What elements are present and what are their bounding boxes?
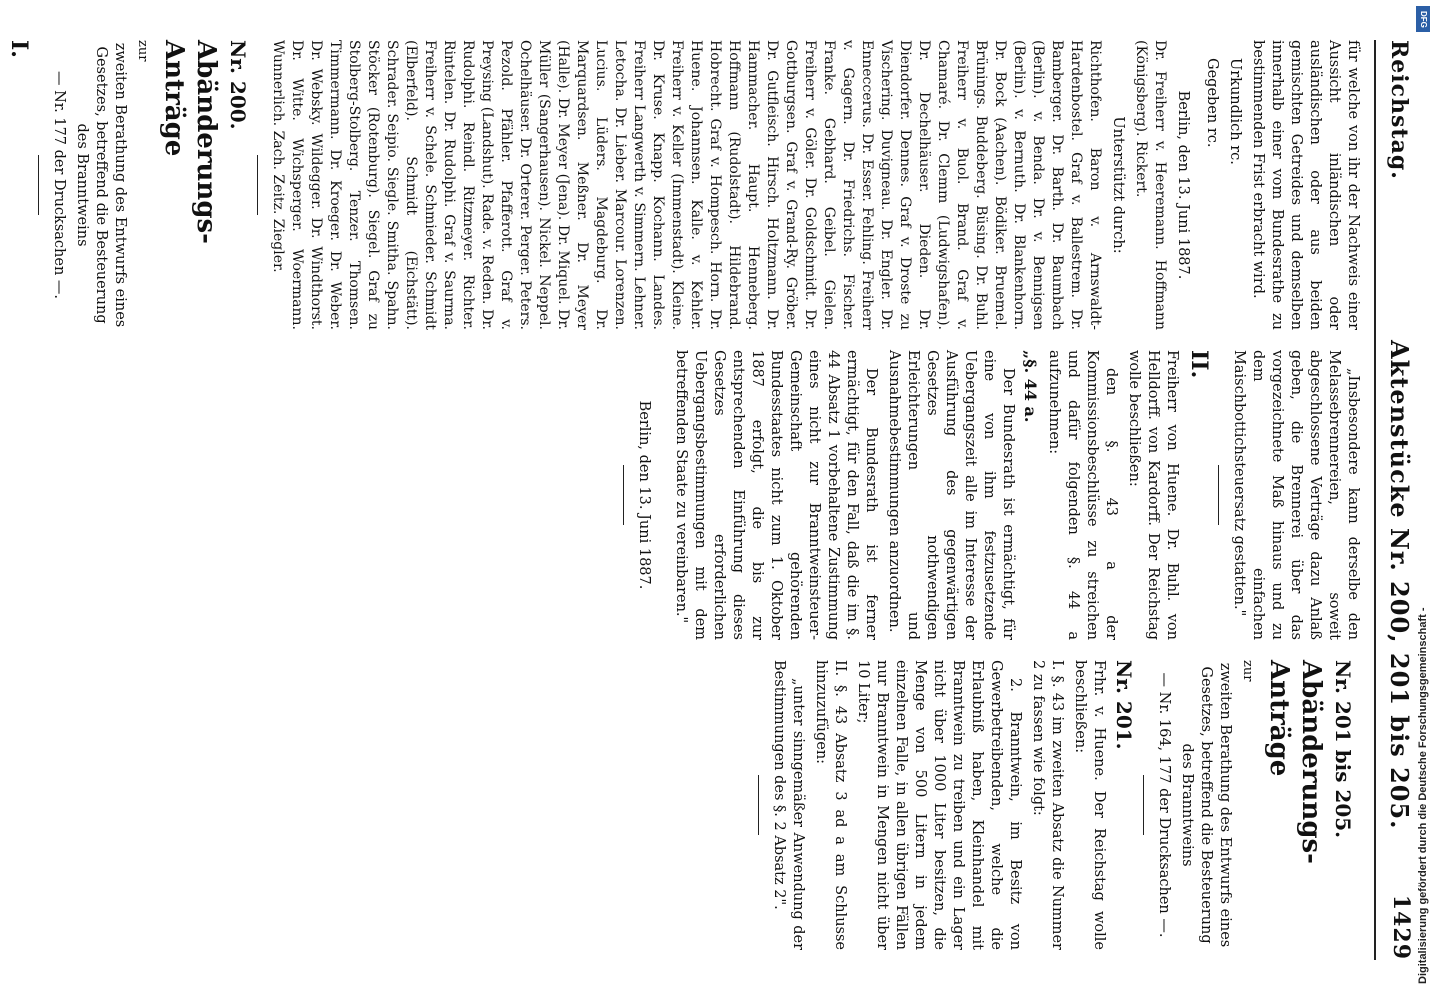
digitization-credit: Digitalisierung gefördert durch die Deutsche Forschungsgemeinschaft - <box>1417 607 1429 984</box>
supported-by: Unterstützt durch: <box>1110 116 1126 254</box>
column-1 <box>0 40 1362 330</box>
document-subtitle: zweiten Berathung des Entwurfs eines Gesetzes, betreffend die Besteuerung des Branntweins <box>74 42 128 328</box>
header-left: Reichstag. <box>1386 40 1412 180</box>
motion-text: den §. 43 a der Kommissionsbeschlüsse zu streichen und dafür folgenden §. 44 a aufzunehmen: <box>1046 350 1119 640</box>
amendment-subitem: „unter sinngemäßer Anwendung der Bestimmungen des §. 2 Absatz 2". <box>771 660 806 950</box>
date-line: Berlin, den 13. Juni 1887. <box>636 400 652 590</box>
document-title: Abänderungs-Anträge <box>1264 660 1326 864</box>
amendment-item: II. §. 43 Absatz 3 ad a am Schlusse hinzuzufügen: <box>813 660 848 950</box>
dfg-logo-icon: DFG <box>1416 6 1430 32</box>
document-page <box>6 0 1432 1000</box>
paragraph: Der Bundesrath ist ferner ermächtigt, für den Fall, daß die im §. 44 Absatz 1 vorbehaltene Zustimmung eines nicht zur Branntweinsteuer-Gemeinschaft gehörenden Bundesstaates nicht zum 1. Oktober 1887 erfolgt, die bis zur entsprechenden Einführung dieses Gesetzes erforderlichen Uebergangsbestimmungen mit dem betreffenden Staate zu vereinbaren." <box>673 350 879 640</box>
date-line: Berlin, den 13. Juni 1887. <box>1175 90 1191 280</box>
zur-label: zur <box>135 40 150 62</box>
signers: Dr. Freiherr v. Heeremann. Hoffmann (Königsberg). Rickert. <box>1133 40 1168 330</box>
amendment-item: I. §. 43 im zweiten Absatz die Nummer 2 zu fassen wie folgt: <box>1030 660 1065 950</box>
drucksachen-ref: — Nr. 177 der Drucksachen —. <box>51 70 67 300</box>
document-number: Nr. 201. <box>1112 660 1136 750</box>
running-header <box>1378 40 1418 960</box>
document-title: Abänderungs-Anträge <box>159 40 221 244</box>
column-2 <box>613 350 1362 640</box>
section-numeral: I. <box>6 40 32 58</box>
column-3 <box>748 660 1362 950</box>
header-title: Aktenstücke Nr. 200, 201 bis 205. <box>1385 340 1414 830</box>
divider <box>38 155 39 215</box>
section-heading: „§. 44 a. <box>1021 350 1040 423</box>
drucksachen-ref: — Nr. 164, 177 der Drucksachen —. <box>1156 672 1172 938</box>
divider <box>257 155 258 215</box>
supporter-names: Richthofen. Baron v. Arnswaldt-Hardenbostel. Graf v. Ballestrem. Dr. Bamberger. Dr. Barth. Dr. Baumbach (Berlin). v. Benda. Dr. v. Bennigsen (Berlin). v. Bernuth. Dr. Blankenhorn. Dr. Bock (Aachen). Bödiker. Bruemel. Brünings. Buddeberg. Büsing. Dr. Buhl. Freiherr v. Buol. Brand. Graf v. Chamaré. Dr. Clemm (Ludwigshafen). Dr. Dechelhäuser. Dieden. Dr. Diendorfer. Dennes. Graf v. Droste zu Vischering. Duvigneau. Dr. Engler. Dr. Enneccerus. Dr. Esser. Fehling. Freiherr v. Gagern. Dr. Friedrichs. Fischer. Franke. Gebhard. Geibel. Gielen. Freiherr v. Göler. Dr. Goldschmidt. Dr. Gottburgsen. Graf v. Grand-Ry. Gröber. Dr. Gutfleisch. Hirsch. Holtzmann. Dr. Hammacher. Haupt. Henneberg. Hoffmann (Rudolstadt). Hildebrand. Hobrecht. Graf v. Hompesch. Horn. Dr. Huene. Johannsen. Kalle. v. Kehler. Freiherr v. Keller (Immenstadt). Kleine. Dr. Kruse. Knapp. Kochann. Landes. Freiherr Langwerth v. Simmern. Lehner. Letocha. Dr. Lieber. Marcour. Lorenzen. Lucius. Lüders. Magdeburg. Dr. Marquardsen. Meßner. Dr. Meyer (Halle). Dr. Meyer (Jena). Dr. Miquel. Dr. Müller (Sangerhausen). Nickel. Neppel. Ochelhäuser. Dr. Orterer. Perger. Peters. Pezold. Pfähler. Pfafferott. Graf v. Preysing (Landshut). Rade. v. Reden. Dr. Rudolphi. Reindl. Ritzmeyer. Richter. Rintelen. Dr. Rudolphi. Graf v. Saurma. Freiherr v. Schele. Schmieder. Schmidt (Elberfeld). Schmidt (Eichstätt). Schrader. Seipio. Siegle. Smitha. Spahn. Stöcker (Rotenburg). Siegel. Graf zu Stolberg-Stolberg. Tenzer. Thomsen. Timmermann. Dr. Kroeger. Dr. Weber. Dr. Websky. Wildegger. Dr. Windthorst. Dr. Witte. Wichsperger. Woermann. Wunnerlich. Zach. Zeitz. Ziegler. <box>270 40 1103 330</box>
paragraph: Der Bundesrath ist ermächtigt, für eine von ihm festzusetzende Uebergangszeit alle im Interesse der Ausführung des gegenwärtigen Gesetzes nothwendigen Erleichterungen und Ausnahmebestimmungen anzuordnen. <box>886 350 1016 640</box>
motion-header <box>0 40 1 330</box>
divider <box>758 775 759 835</box>
zur-label: zur <box>1240 660 1255 682</box>
paragraph: Urkundlich rc. <box>1227 58 1243 165</box>
paragraph: für welche von ihr der Nachweis einer Aussicht inländischen oder ausländischen oder aus beiden gemischten Getreides und demselben innerhalb einer vom Bundesrathe zu bestimmenden Frist erbracht wird. <box>1250 40 1361 330</box>
divider <box>1218 465 1219 525</box>
header-rule <box>1374 40 1376 960</box>
divider <box>623 465 624 525</box>
paragraph: Gegeben rc. <box>1204 58 1220 148</box>
motion-header: Freiherr von Huene. Dr. Buhl. von Helldorff. von Kardorff. Der Reichstag wolle beschließen: <box>1126 350 1180 640</box>
document-subtitle: zweiten Berathung des Entwurfs eines Gesetzes, betreffend die Besteuerung des Branntweins <box>1179 662 1233 948</box>
section-numeral: II. <box>1186 350 1212 379</box>
amendment-subitem: 2. Branntwein, im Besitz von Gewerbetreibenden, welche die Erlaubniß haben, Kleinhandel mit Branntwein zu treiben und ein Lager nicht über 1000 Liter besitzen, die Menge von 500 Litern in jedem einzelnen Falle, in allen übrigen Fällen nur Branntwein in Mengen nicht über 10 Liter; <box>855 660 1023 950</box>
divider <box>1143 775 1144 835</box>
document-number: Nr. 200. <box>226 40 250 130</box>
document-number-range: Nr. 201 bis 205. <box>1331 660 1355 839</box>
page-number: 1429 <box>1388 894 1414 960</box>
motion-header: Frhr. v. Huene. Der Reichstag wolle beschließen: <box>1072 660 1107 950</box>
quote-paragraph: „Insbesondere kann derselbe den Melassebrennereien, soweit abgeschlossene Verträge dazu Anlaß geben, die Brennerei über das vorgezeichnete Maß hinaus und zu dem einfachen Maischbottichsteuersatz gestatten." <box>1231 350 1361 640</box>
